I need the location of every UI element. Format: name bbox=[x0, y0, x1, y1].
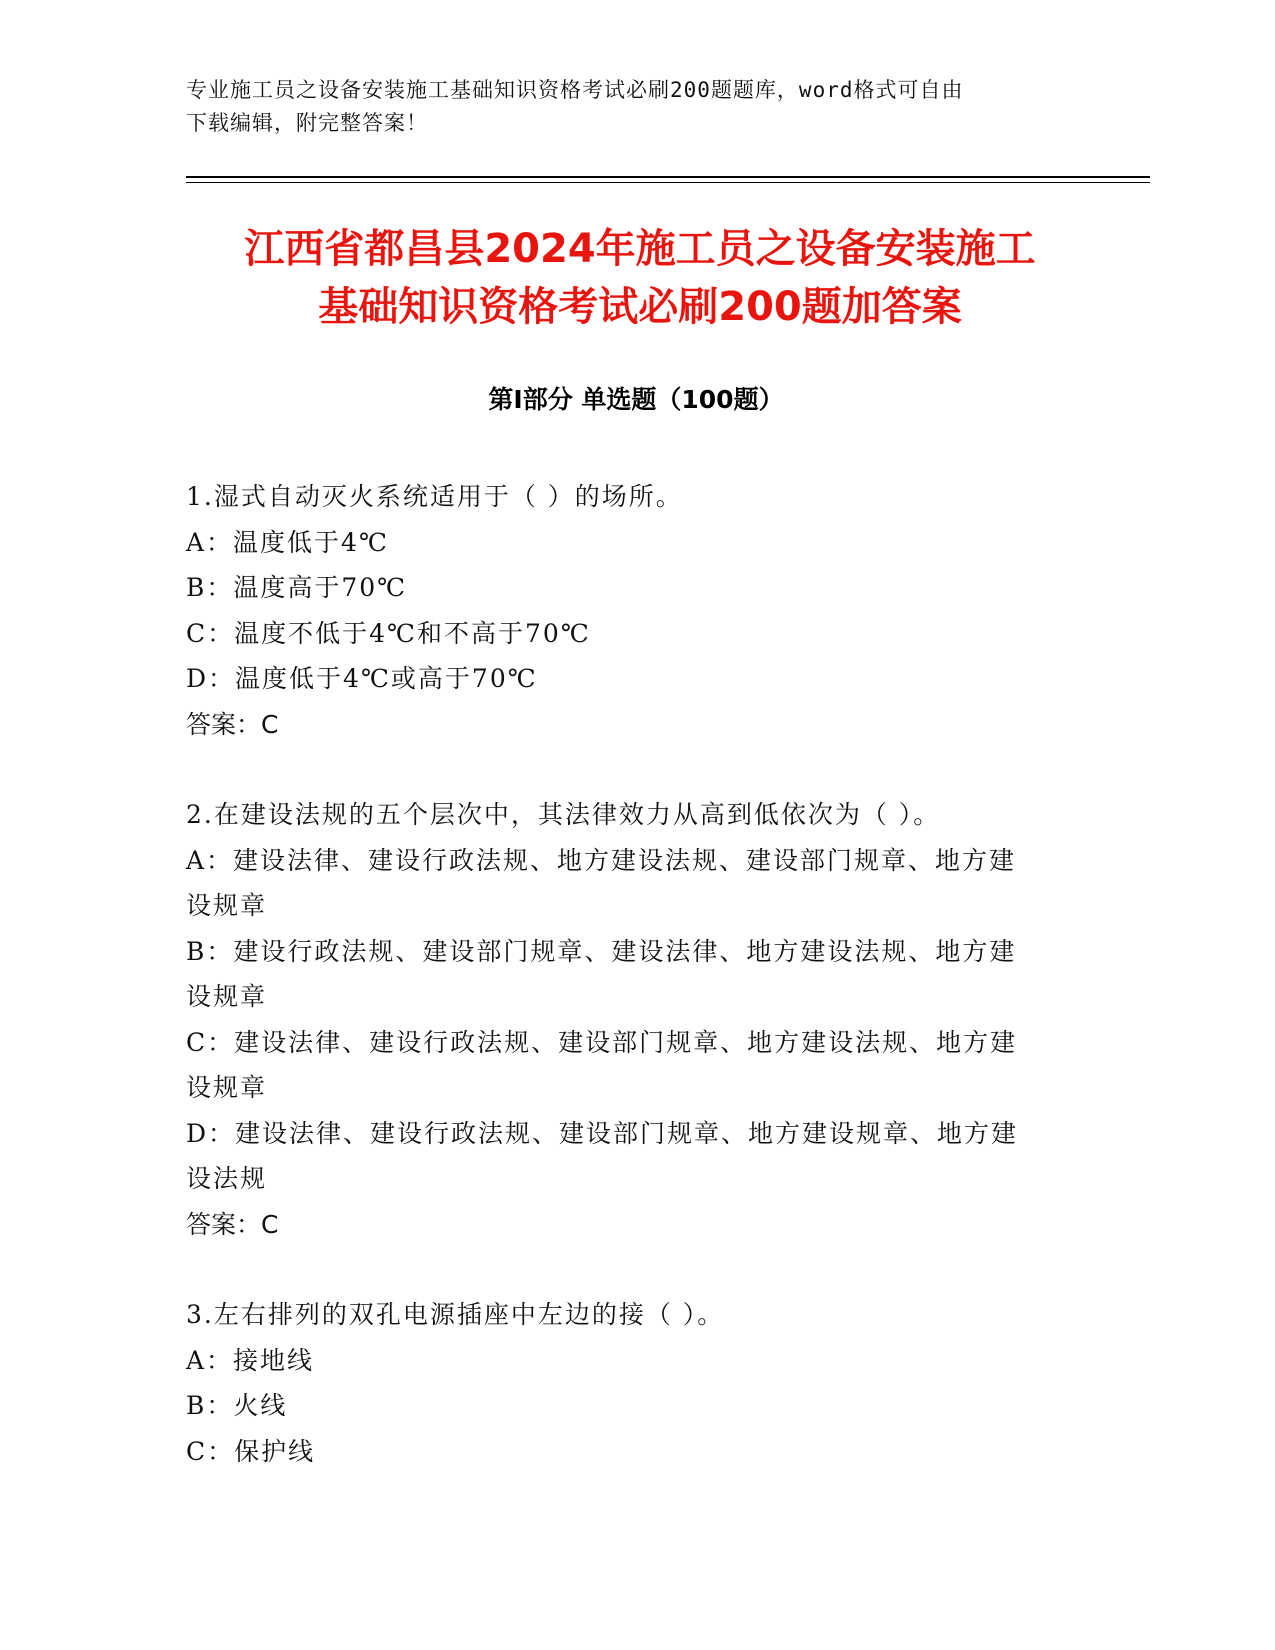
option-c: C：保护线 bbox=[186, 1436, 316, 1466]
option-b-continued: 设规章 bbox=[186, 982, 268, 1011]
question-1 bbox=[186, 474, 1086, 747]
option-a: A：温度低于4℃ bbox=[186, 527, 389, 557]
document-title bbox=[160, 220, 1120, 336]
section-heading: 第I部分 单选题（100题） bbox=[488, 385, 784, 414]
option-b: B：建设行政法规、建设部门规章、建设法律、地方建设法规、地方建 bbox=[186, 936, 1017, 966]
header-note bbox=[186, 74, 1086, 140]
option-d: D：建设法律、建设行政法规、建设部门规章、地方建设规章、地方建 bbox=[186, 1118, 1019, 1148]
question-stem: 3.左右排列的双孔电源插座中左边的接（ ）。 bbox=[186, 1300, 725, 1329]
option-a-continued: 设规章 bbox=[186, 891, 268, 920]
option-b: B：温度高于70℃ bbox=[186, 573, 408, 602]
header-rule-thin bbox=[186, 182, 1150, 183]
option-d: D：温度低于4℃或高于70℃ bbox=[186, 664, 538, 693]
option-d-continued: 设法规 bbox=[186, 1164, 268, 1193]
question-2 bbox=[186, 792, 1086, 1247]
question-stem: 2.在建设法规的五个层次中，其法律效力从高到低依次为（ ）。 bbox=[186, 800, 941, 829]
option-a: A：接地线 bbox=[186, 1345, 315, 1375]
question-stem: 1.湿式自动灭火系统适用于（ ）的场所。 bbox=[186, 482, 683, 511]
option-c: C：温度不低于4℃和不高于70℃ bbox=[186, 618, 591, 648]
option-a: A：建设法律、建设行政法规、地方建设法规、建设部门规章、地方建 bbox=[186, 845, 1017, 875]
header-note-line: 专业施工员之设备安装施工基础知识资格考试必刷200题题库，word格式可自由 bbox=[186, 78, 964, 102]
header-rule-thick bbox=[186, 176, 1150, 178]
answer: 答案：C bbox=[186, 1209, 279, 1239]
document-title-line: 基础知识资格考试必刷200题加答案 bbox=[318, 284, 962, 330]
option-c: C：建设法律、建设行政法规、建设部门规章、地方建设法规、地方建 bbox=[186, 1027, 1018, 1057]
option-c-continued: 设规章 bbox=[186, 1073, 268, 1102]
option-b: B：火线 bbox=[186, 1391, 288, 1420]
question-3 bbox=[186, 1292, 1086, 1474]
question-list bbox=[186, 474, 1086, 1519]
header-note-line: 下载编辑，附完整答案！ bbox=[186, 111, 428, 135]
document-title-line: 江西省都昌县2024年施工员之设备安装施工 bbox=[244, 226, 1036, 272]
answer: 答案：C bbox=[186, 709, 279, 739]
